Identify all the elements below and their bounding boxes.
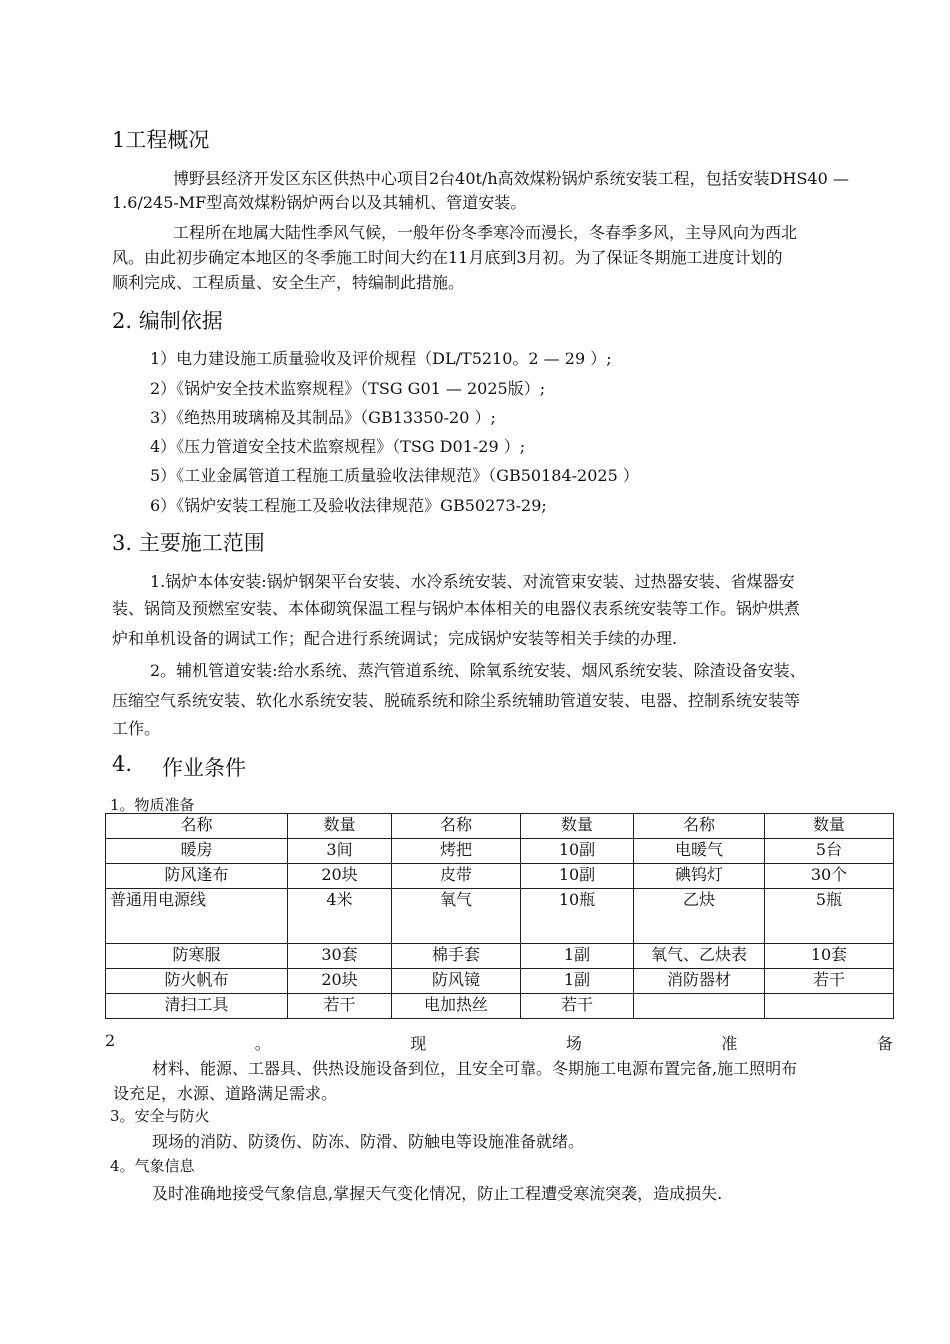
s3-para2-line1: 2。辅机管道安装:给水系统、蒸汽管道系统、除氧系统安装、烟风系统安装、除渣设备安装、 [150,661,806,680]
basis-item-4: 4）《压力管道安全技术监察规程》（TSG D01-29 ）; [150,437,526,456]
table-cell: 消防器材 [634,969,765,994]
site-prep-line2: 设充足，水源、道路满足需求。 [113,1084,338,1103]
site-prep-c1: 现 [410,1034,427,1053]
table-cell: 10瓶 [521,889,634,944]
table-cell: 防风镜 [392,969,521,994]
table-row [106,994,894,1019]
table-header-cell: 数量 [765,814,894,839]
table-cell: 10副 [521,839,634,864]
table-cell: 4米 [288,889,392,944]
table-cell: 5台 [765,839,894,864]
table-row [106,944,894,969]
section-2-title: 2. 编制依据 [112,309,223,333]
table-row [106,889,894,944]
safety-heading: 3。安全与防火 [110,1107,210,1125]
table-cell: 10副 [521,864,634,889]
section-4-title: 作业条件 [162,756,246,780]
section-1-title: 1工程概况 [112,128,210,152]
table-header-row [106,814,894,839]
s1-para1-line2: 1.6/245-MF型高效煤粉锅炉两台以及其辅机、管道安装。 [112,193,527,212]
table-cell: 电暖气 [634,839,765,864]
table-cell: 3间 [288,839,392,864]
s3-para1-line3: 炉和单机设备的调试工作；配合进行系统调试；完成锅炉安装等相关手续的办理. [112,629,678,648]
table-row [106,969,894,994]
table-row [106,864,894,889]
table-header-cell: 名称 [634,814,765,839]
safety-text: 现场的消防、防烫伤、防冻、防滑、防触电等设施准备就绪。 [152,1132,585,1151]
site-prep-num: 2 [105,1031,116,1050]
table-cell: 乙炔 [634,889,765,944]
materials-table [105,813,894,1019]
s1-para2-line2: 风。由此初步确定本地区的冬季施工时间大约在11月底到3月初。为了保证冬期施工进度计划的 [112,248,783,267]
table-cell: 30个 [765,864,894,889]
basis-item-6: 6）《锅炉安装工程施工及验收法律规范》GB50273-29; [150,496,547,515]
table-cell: 10套 [765,944,894,969]
s1-para2-line1: 工程所在地属大陆性季风气候，一般年份冬季寒冷而漫长，冬春季多风，主导风向为西北 [173,223,798,242]
table-cell [634,994,765,1019]
table-cell: 防寒服 [106,944,288,969]
section-4-number: 4. [112,752,133,776]
table-header-cell: 名称 [392,814,521,839]
site-prep-c2: 场 [565,1034,582,1053]
table-cell: 若干 [765,969,894,994]
s3-para2-line3: 工作。 [112,719,161,738]
table-cell: 30套 [288,944,392,969]
table-cell: 20块 [288,969,392,994]
s3-para2-line2: 压缩空气系统安装、软化水系统安装、脱硫系统和除尘系统辅助管道安装、电器、控制系统安装等 [112,691,801,710]
section-3-title: 3. 主要施工范围 [112,531,265,555]
site-prep-line1: 材料、能源、工器具、供热设施设备到位，且安全可靠。冬期施工电源布置完备,施工照明布 [152,1059,798,1078]
table-cell: 20块 [288,864,392,889]
table-cell: 防火帆布 [106,969,288,994]
s3-para1-line2: 装、锅筒及预燃室安装、本体砌筑保温工程与锅炉本体相关的电器仪表系统安装等工作。锅炉烘煮 [112,599,801,618]
table-cell: 烤把 [392,839,521,864]
materials-subtitle: 1。物质准备 [110,796,195,814]
table-cell: 1副 [521,969,634,994]
site-prep-heading [105,1031,893,1054]
table-header-cell: 名称 [106,814,288,839]
table-cell [765,994,894,1019]
table-cell: 若干 [288,994,392,1019]
site-prep-dot: 。 [254,1034,271,1053]
table-cell: 氧气 [392,889,521,944]
table-cell: 棉手套 [392,944,521,969]
table-cell: 清扫工具 [106,994,288,1019]
s1-para2-line3: 顺利完成、工程质量、安全生产，特编制此措施。 [112,273,465,292]
table-row [106,839,894,864]
basis-item-3: 3）《绝热用玻璃棉及其制品》（GB13350-20 ）; [150,408,496,427]
site-prep-c4: 备 [876,1034,893,1053]
site-prep-c3: 准 [721,1034,738,1053]
s1-para1-line1: 博野县经济开发区东区供热中心项目2台40t/h高效煤粉锅炉系统安装工程，包括安装DHS40 — [173,169,849,188]
table-cell: 1副 [521,944,634,969]
table-cell: 碘钨灯 [634,864,765,889]
table-cell: 皮带 [392,864,521,889]
table-header-cell: 数量 [288,814,392,839]
table-cell: 5瓶 [765,889,894,944]
table-cell: 普通用电源线 [106,889,288,944]
table-cell: 暖房 [106,839,288,864]
table-cell: 氧气、乙炔表 [634,944,765,969]
basis-item-2: 2）《锅炉安全技术监察规程》（TSG G01 — 2025版）; [150,379,546,398]
table-cell: 若干 [521,994,634,1019]
table-cell: 电加热丝 [392,994,521,1019]
table-header-cell: 数量 [521,814,634,839]
weather-heading: 4。气象信息 [110,1157,195,1175]
basis-item-1: 1）电力建设施工质量验收及评价规程（DL/T5210。2 — 29 ）; [150,349,612,368]
s3-para1-line1: 1.锅炉本体安装:锅炉钢架平台安装、水冷系统安装、对流管束安装、过热器安装、省煤器安 [150,572,795,591]
weather-text: 及时准确地接受气象信息,掌握天气变化情况，防止工程遭受寒流突袭，造成损失. [152,1184,723,1203]
table-cell: 防风逢布 [106,864,288,889]
basis-item-5: 5）《工业金属管道工程施工质量验收法律规范》（GB50184-2025 ） [150,466,639,485]
